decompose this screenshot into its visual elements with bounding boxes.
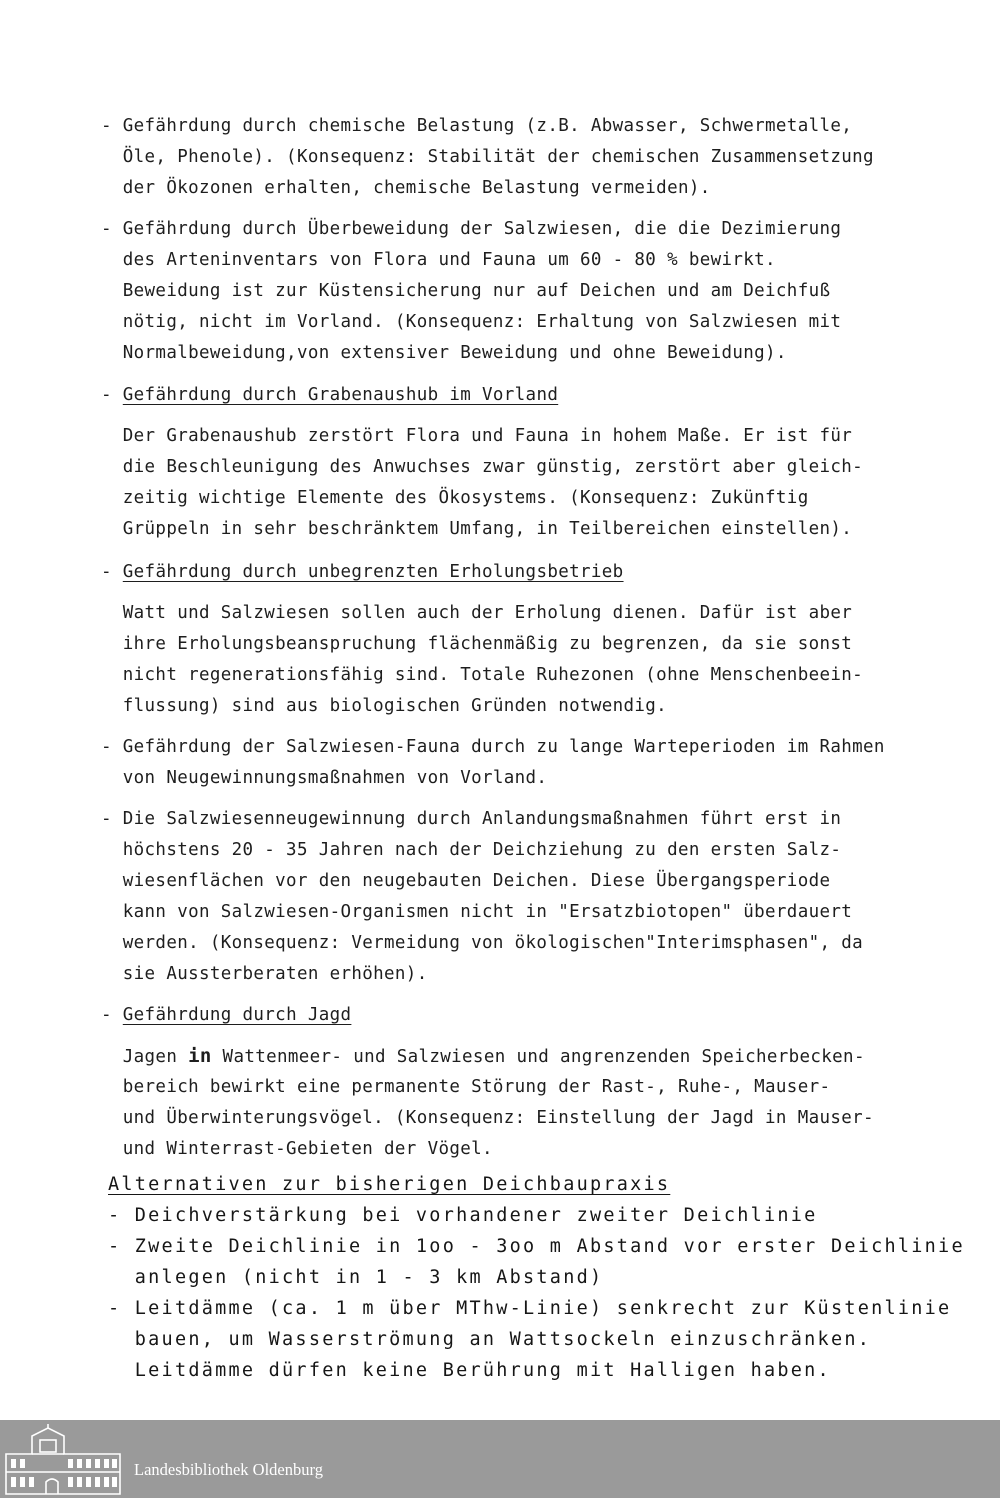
text-line: - Leitdämme (ca. 1 m über MThw-Linie) senkrecht zur Küstenlinie [108,1298,952,1319]
text-line [101,1044,865,1069]
section-heading: Gefährdung durch Jagd [122,1005,352,1025]
section-heading: Alternativen zur bisherigen Deichbaupraxis [108,1174,671,1195]
text-line: die Beschleunigung des Anwuchses zwar günstig, zerstört aber gleich- [101,457,864,477]
text-line: und Überwinterungsvögel. (Konsequenz: Einstellung der Jagd in Mauser- [101,1108,874,1128]
text-line: anlegen (nicht in 1 - 3 km Abstand) [108,1267,604,1288]
text-line: - Gefährdung der Salzwiesen-Fauna durch zu lange Warteperioden im Rahmen [101,737,885,757]
text-line: der Ökozonen erhalten, chemische Belastung vermeiden). [101,178,711,198]
text-line: des Arteninventars von Flora und Fauna um 60 - 80 % bewirkt. [101,250,776,270]
text-line: wiesenflächen vor den neugebauten Deichen. Diese Übergangsperiode [101,871,831,891]
text-line: von Neugewinnungsmaßnahmen von Vorland. [101,768,548,788]
library-building-icon [2,1424,124,1496]
text-line: nicht regenerationsfähig sind. Totale Ruhezonen (ohne Menschenbeein- [101,665,864,685]
text-line: - Deichverstärkung bei vorhandener zweiter Deichlinie [108,1205,818,1226]
heading-line [101,383,558,407]
text-line: bereich bewirkt eine permanente Störung der Rast-, Ruhe-, Mauser- [101,1077,831,1097]
text-line: Der Grabenaushub zerstört Flora und Fauna in hohem Maße. Er ist für [101,426,853,446]
heading-line [101,1003,351,1027]
text-line: sie Aussterberaten erhöhen). [101,964,428,984]
text-line: kann von Salzwiesen-Organismen nicht in "Ersatzbiotopen" überdauert [101,902,853,922]
text-line: ihre Erholungsbeanspruchung flächenmäßig zu begrenzen, da sie sonst [101,634,853,654]
text-line: höchstens 20 - 35 Jahren nach der Deichziehung zu den ersten Salz- [101,840,842,860]
text-line: flussung) sind aus biologischen Gründen notwendig. [101,696,668,716]
text-line: Watt und Salzwiesen sollen auch der Erholung dienen. Dafür ist aber [101,603,853,623]
text-line: und Winterrast-Gebieten der Vögel. [101,1139,493,1159]
text-line: Öle, Phenole). (Konsequenz: Stabilität der chemischen Zusammensetzung [101,147,874,167]
text-line: - Gefährdung durch chemische Belastung (z.B. Abwasser, Schwermetalle, [101,116,853,136]
text-line: zeitig wichtige Elemente des Ökosystems. (Konsequenz: Zukünftig [101,488,809,508]
text-line: Leitdämme dürfen keine Berührung mit Halligen haben. [108,1360,831,1381]
text-line: - Zweite Deichlinie in 1oo - 3oo m Abstand vor erster Deichlinie [108,1236,965,1257]
text-line: Beweidung ist zur Küstensicherung nur auf Deichen und am Deichfuß [101,281,831,301]
bullet-dash: - [101,1005,123,1025]
text-line: werden. (Konsequenz: Vermeidung von ökologischen"Interimsphasen", da [101,933,864,953]
heading-line [101,560,624,584]
text-fragment-bold: in [188,1045,212,1067]
text-line: - Die Salzwiesenneugewinnung durch Anlandungsmaßnahmen führt erst in [101,809,842,829]
text-fragment: Wattenmeer- und Salzwiesen und angrenzenden Speicherbecken- [211,1047,865,1067]
section-heading: Gefährdung durch unbegrenzten Erholungsbetrieb [122,562,624,582]
text-fragment: Jagen [101,1047,189,1067]
text-line: - Gefährdung durch Überbeweidung der Salzwiesen, die die Dezimierung [101,219,842,239]
section-heading: Gefährdung durch Grabenaushub im Vorland [122,385,559,405]
text-line: nötig, nicht im Vorland. (Konsequenz: Erhaltung von Salzwiesen mit [101,312,842,332]
library-name: Landesbibliothek Oldenburg [134,1460,323,1479]
bullet-dash: - [101,385,123,405]
bullet-dash: - [101,562,123,582]
text-line: Grüppeln in sehr beschränktem Umfang, in Teilbereichen einstellen). [101,519,853,539]
text-line: Normalbeweidung,von extensiver Beweidung und ohne Beweidung). [101,343,787,363]
footer-bar [0,1420,1000,1498]
text-line: bauen, um Wasserströmung an Wattsockeln einzuschränken. [108,1329,872,1350]
